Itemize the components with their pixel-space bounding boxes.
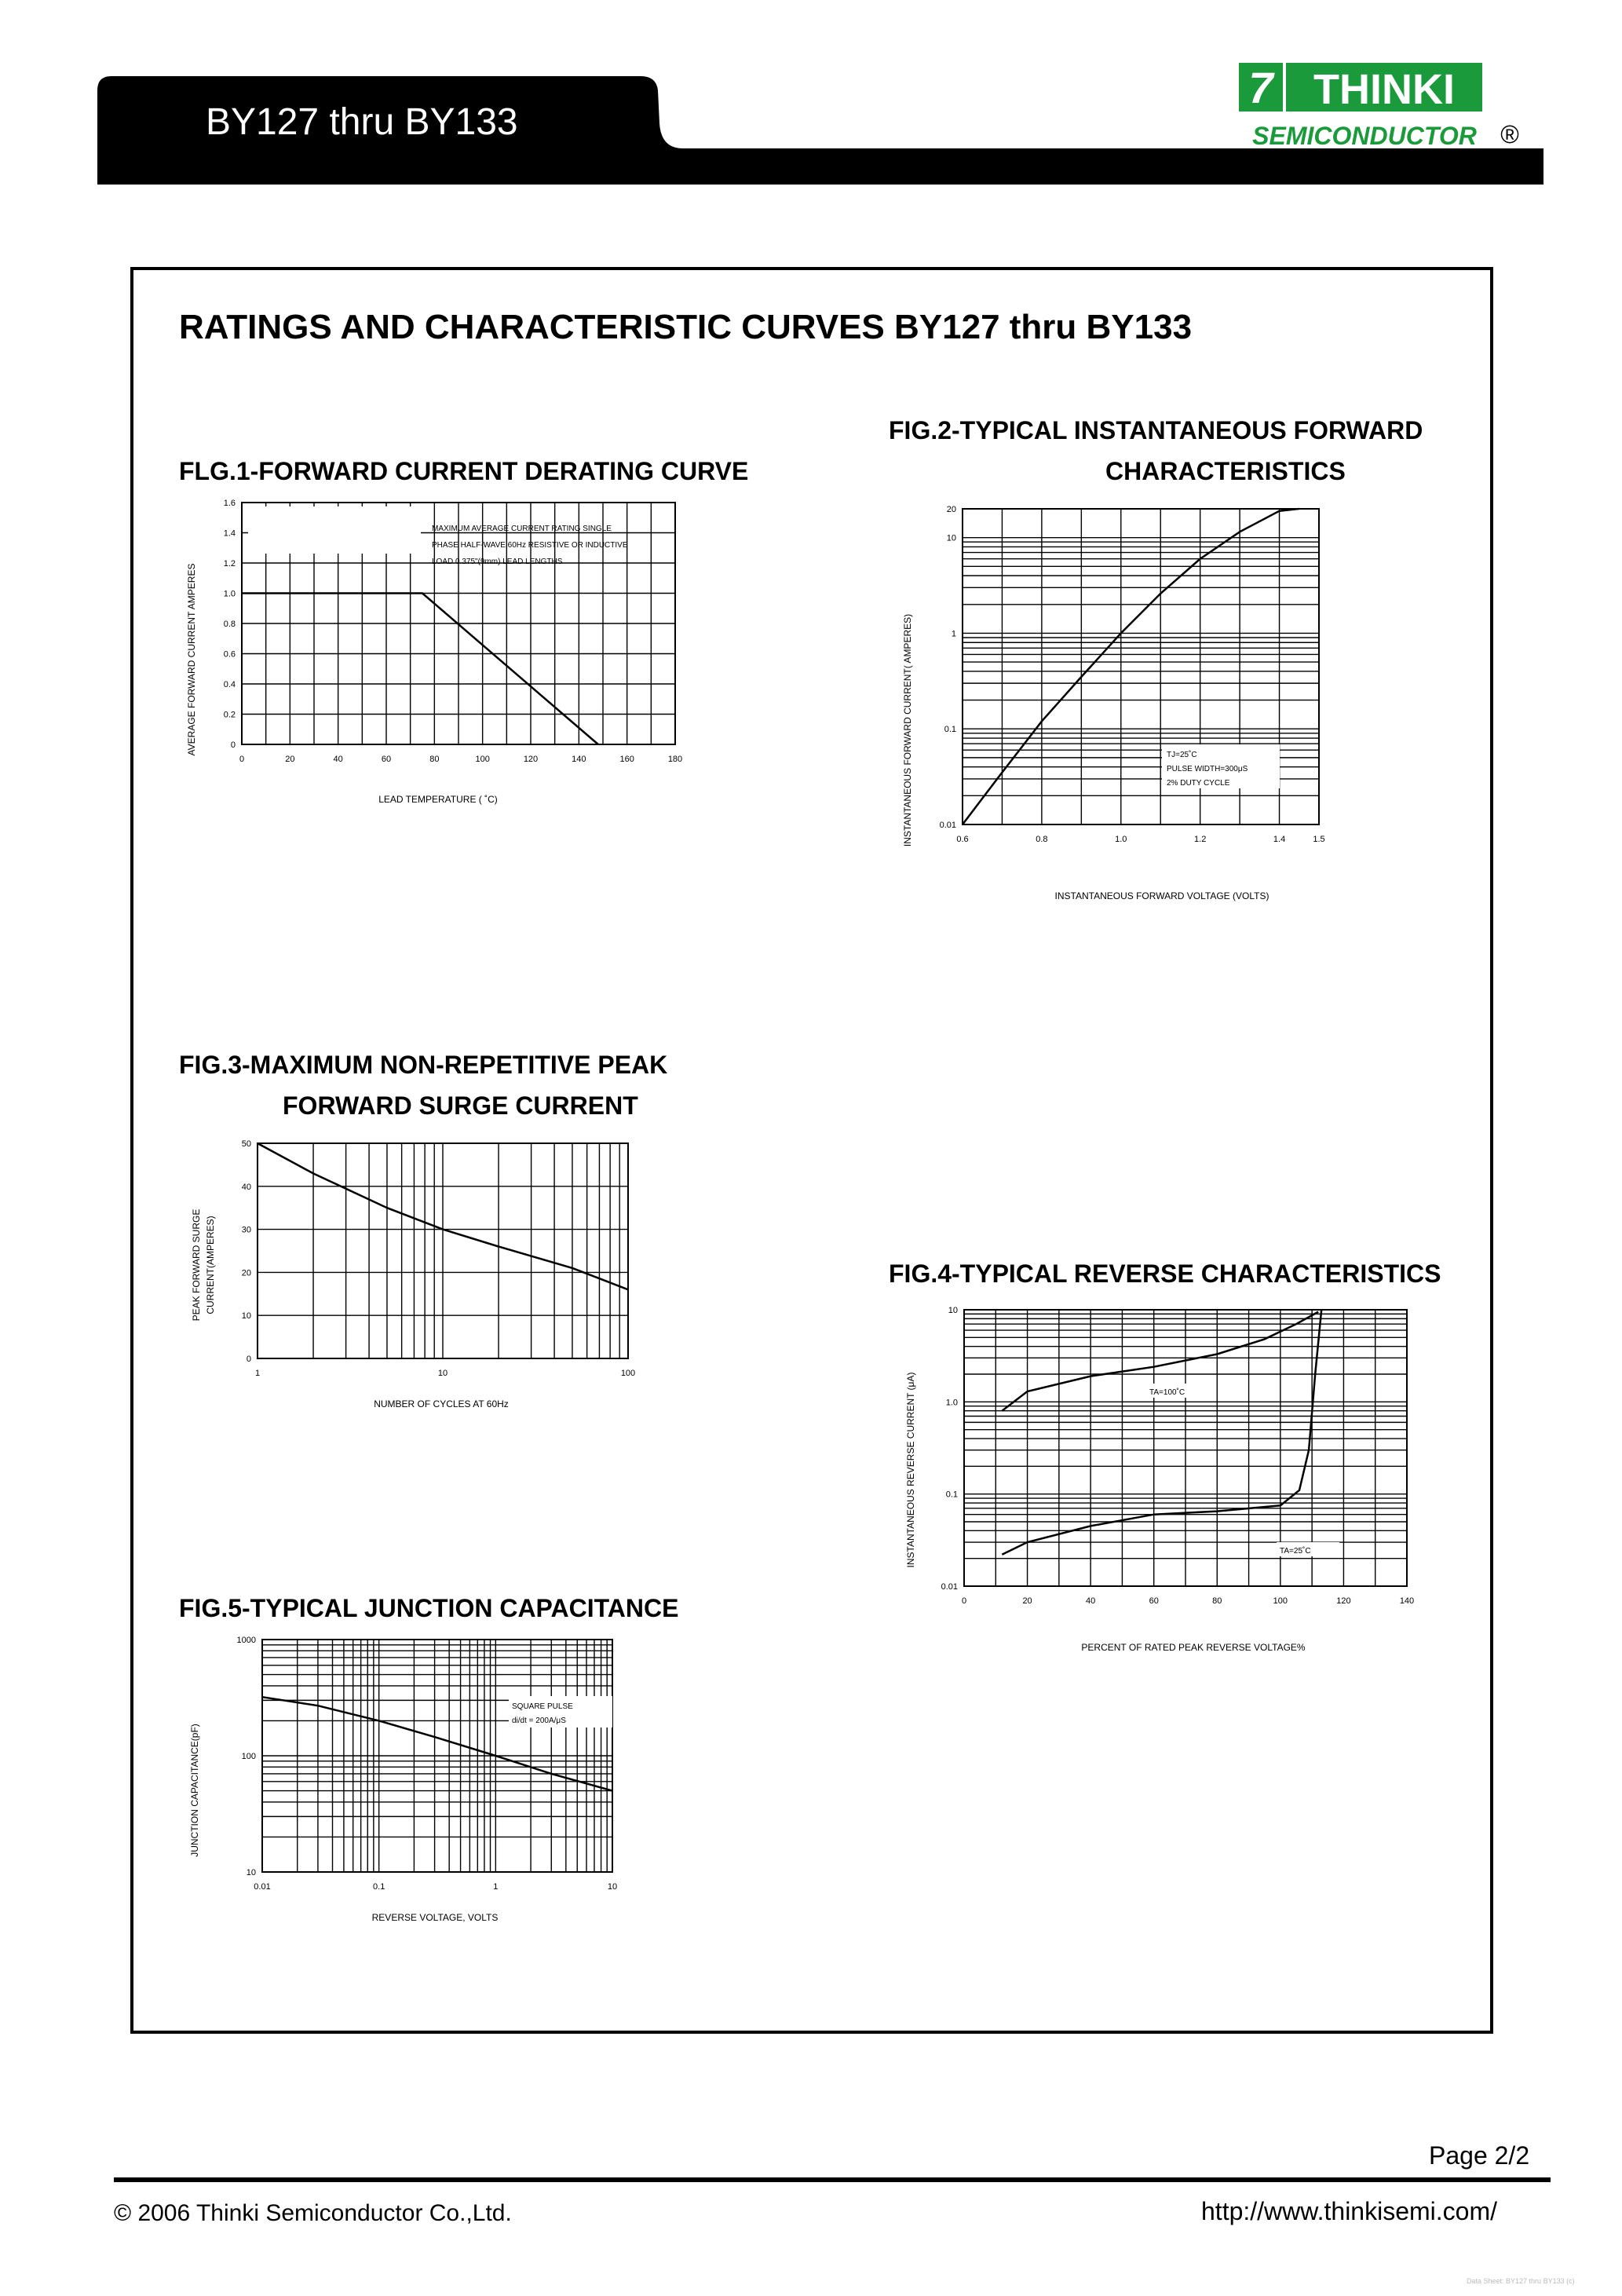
fig2-ytick-label: 20 xyxy=(946,505,956,514)
fig5-xtick-label: 0.1 xyxy=(373,1882,385,1892)
fig3-title-line2: FORWARD SURGE CURRENT xyxy=(283,1091,638,1120)
fig4-xtick-label: 40 xyxy=(1086,1596,1096,1606)
fig4-ytick-label: 1.0 xyxy=(945,1398,958,1408)
watermark: Data Sheet: BY127 thru BY133 (c) xyxy=(1467,2277,1575,2285)
fig2-xtick-label: 1.0 xyxy=(1115,835,1127,844)
fig3-ytick-label: 40 xyxy=(241,1182,251,1192)
fig1-note-line3: LOAD 0.375"(9mm) LEAD LENGTHS xyxy=(432,558,563,566)
fig2-xtick-label: 1.2 xyxy=(1194,835,1207,844)
copyright-text: © 2006 Thinki Semiconductor Co.,Ltd. xyxy=(114,2200,512,2226)
fig1-xtick-label: 60 xyxy=(381,755,392,764)
fig1-note-line1: MAXIMUM AVERAGE CURRENT RATING SINGLE xyxy=(432,525,612,533)
fig1-xtick-label: 100 xyxy=(475,755,490,764)
fig4-xtick-label: 20 xyxy=(1022,1596,1032,1606)
fig3-ylabel-line1: PEAK FORWARD SURGE xyxy=(191,1208,202,1322)
fig1-ytick-label: 0 xyxy=(230,740,236,750)
fig3-ytick-label: 10 xyxy=(241,1311,251,1322)
fig5-xtick-label: 1 xyxy=(493,1882,499,1892)
logo-sub: SEMICONDUCTOR xyxy=(1252,122,1477,150)
fig3-ytick-label: 30 xyxy=(241,1225,251,1235)
fig1-xtick-label: 140 xyxy=(572,755,586,764)
fig4-xtick-label: 100 xyxy=(1273,1596,1288,1606)
fig5-note-line2: di/dt = 200A/μS xyxy=(512,1717,566,1725)
fig2-xlabel: INSTANTANEOUS FORWARD VOLTAGE (VOLTS) xyxy=(1054,890,1269,901)
fig4-xtick-label: 0 xyxy=(961,1596,967,1606)
fig5-ylabel: JUNCTION CAPACITANCE(pF) xyxy=(189,1724,200,1857)
fig4-xtick-label: 140 xyxy=(1399,1596,1415,1606)
logo-glyph: 7 xyxy=(1248,63,1273,112)
fig2-xtick-label: 1.4 xyxy=(1273,835,1286,844)
fig1-ytick-label: 0.2 xyxy=(223,710,236,720)
fig4-xlabel: PERCENT OF RATED PEAK REVERSE VOLTAGE% xyxy=(1081,1642,1306,1653)
fig1-xlabel: LEAD TEMPERATURE ( ˚C) xyxy=(378,794,498,805)
fig2-title-line1: FIG.2-TYPICAL INSTANTANEOUS FORWARD xyxy=(889,416,1423,444)
fig5-xlabel: REVERSE VOLTAGE, VOLTS xyxy=(371,1912,499,1923)
fig1-xtick-label: 180 xyxy=(667,755,683,764)
fig4-ylabel: INSTANTANEOUS REVERSE CURRENT (μA) xyxy=(905,1372,916,1568)
company-logo xyxy=(1239,60,1545,154)
fig1-xtick-label: 0 xyxy=(239,755,245,764)
fig2-ytick-label: 0.01 xyxy=(939,821,956,830)
fig2-chart xyxy=(895,495,1335,911)
fig4-xtick-label: 80 xyxy=(1212,1596,1222,1606)
logo-brand: THINKI xyxy=(1313,66,1455,113)
fig3-ytick-label: 50 xyxy=(241,1139,251,1149)
fig4-ytick-label: 0.1 xyxy=(945,1490,958,1500)
fig4-chart xyxy=(895,1297,1429,1666)
fig5-ytick-label: 100 xyxy=(241,1752,256,1761)
fig1-ytick-label: 0.8 xyxy=(223,620,236,629)
fig1-xtick-label: 20 xyxy=(285,755,295,764)
fig5-note-line1: SQUARE PULSE xyxy=(512,1702,573,1711)
fig5-xtick-label: 10 xyxy=(607,1882,618,1892)
footer-divider xyxy=(114,2177,1551,2182)
fig2-note-line2: PULSE WIDTH=300μS xyxy=(1167,765,1248,773)
fig1-ytick-label: 0.6 xyxy=(223,649,236,660)
fig4-xtick-label: 60 xyxy=(1149,1596,1159,1606)
fig3-xtick-label: 1 xyxy=(254,1369,261,1378)
fig2-xtick-label: 1.5 xyxy=(1313,835,1325,844)
fig1-xtick-label: 160 xyxy=(619,755,634,764)
fig2-xtick-label: 0.6 xyxy=(956,835,969,844)
fig4-ytick-label: 0.01 xyxy=(941,1582,958,1592)
page-number: Page 2/2 xyxy=(1429,2141,1530,2170)
document-title: BY127 thru BY133 xyxy=(206,101,518,143)
fig3-title-line1: FIG.3-MAXIMUM NON-REPETITIVE PEAK xyxy=(179,1051,668,1079)
fig1-ytick-label: 1.0 xyxy=(223,589,236,599)
fig1-note-line2: PHASE HALF-WAVE 60Hz RESISTIVE OR INDUCTIVE xyxy=(432,541,628,550)
fig2-note-line3: 2% DUTY CYCLE xyxy=(1167,779,1230,788)
fig2-ytick-label: 1 xyxy=(951,629,956,639)
fig1-chart xyxy=(179,495,713,817)
fig3-chart xyxy=(179,1135,650,1410)
fig4-xtick-label: 120 xyxy=(1336,1596,1351,1606)
fig5-title: FIG.5-TYPICAL JUNCTION CAPACITANCE xyxy=(179,1594,679,1622)
fig1-ytick-label: 1.2 xyxy=(223,559,236,569)
fig3-xlabel: NUMBER OF CYCLES AT 60Hz xyxy=(374,1398,509,1409)
fig1-xtick-label: 40 xyxy=(333,755,343,764)
fig5-chart xyxy=(179,1633,650,1932)
fig5-ytick-label: 10 xyxy=(246,1868,256,1877)
fig2-xtick-label: 0.8 xyxy=(1036,835,1048,844)
fig3-xtick-label: 10 xyxy=(437,1369,448,1378)
fig5-xtick-label: 0.01 xyxy=(254,1882,271,1892)
fig1-title: FLG.1-FORWARD CURRENT DERATING CURVE xyxy=(179,457,749,485)
page-title: RATINGS AND CHARACTERISTIC CURVES BY127 thru BY133 xyxy=(179,308,1193,346)
fig4-label-100c: TA=100˚C xyxy=(1149,1388,1185,1397)
fig3-xtick-label: 100 xyxy=(620,1369,636,1378)
fig2-ytick-label: 10 xyxy=(946,533,956,543)
fig4-label-25c: TA=25˚C xyxy=(1280,1547,1311,1556)
fig1-ylabel: AVERAGE FORWARD CURRENT AMPERES xyxy=(186,563,197,756)
website-link[interactable]: http://www.thinkisemi.com/ xyxy=(1201,2197,1497,2225)
fig2-note-line1: TJ=25˚C xyxy=(1167,751,1197,759)
fig1-xtick-label: 120 xyxy=(523,755,539,764)
fig4-ytick-label: 10 xyxy=(948,1306,958,1315)
fig4-title: FIG.4-TYPICAL REVERSE CHARACTERISTICS xyxy=(889,1260,1441,1288)
fig1-ytick-label: 0.4 xyxy=(223,680,236,689)
fig1-ytick-label: 1.6 xyxy=(223,499,236,508)
fig1-ytick-label: 1.4 xyxy=(223,528,236,539)
fig3-ytick-label: 20 xyxy=(241,1268,251,1278)
registered-mark: ® xyxy=(1500,120,1519,148)
fig5-ytick-label: 1000 xyxy=(236,1636,256,1645)
fig3-ylabel-line2: CURRENT(AMPERES) xyxy=(205,1216,216,1314)
fig3-ytick-label: 0 xyxy=(246,1355,251,1364)
fig1-xtick-label: 80 xyxy=(429,755,440,764)
fig2-ytick-label: 0.1 xyxy=(944,725,956,735)
fig2-ylabel: INSTANTANEOUS FORWARD CURRENT( AMPERES) xyxy=(902,613,913,847)
fig2-title-line2: CHARACTERISTICS xyxy=(1105,457,1346,485)
